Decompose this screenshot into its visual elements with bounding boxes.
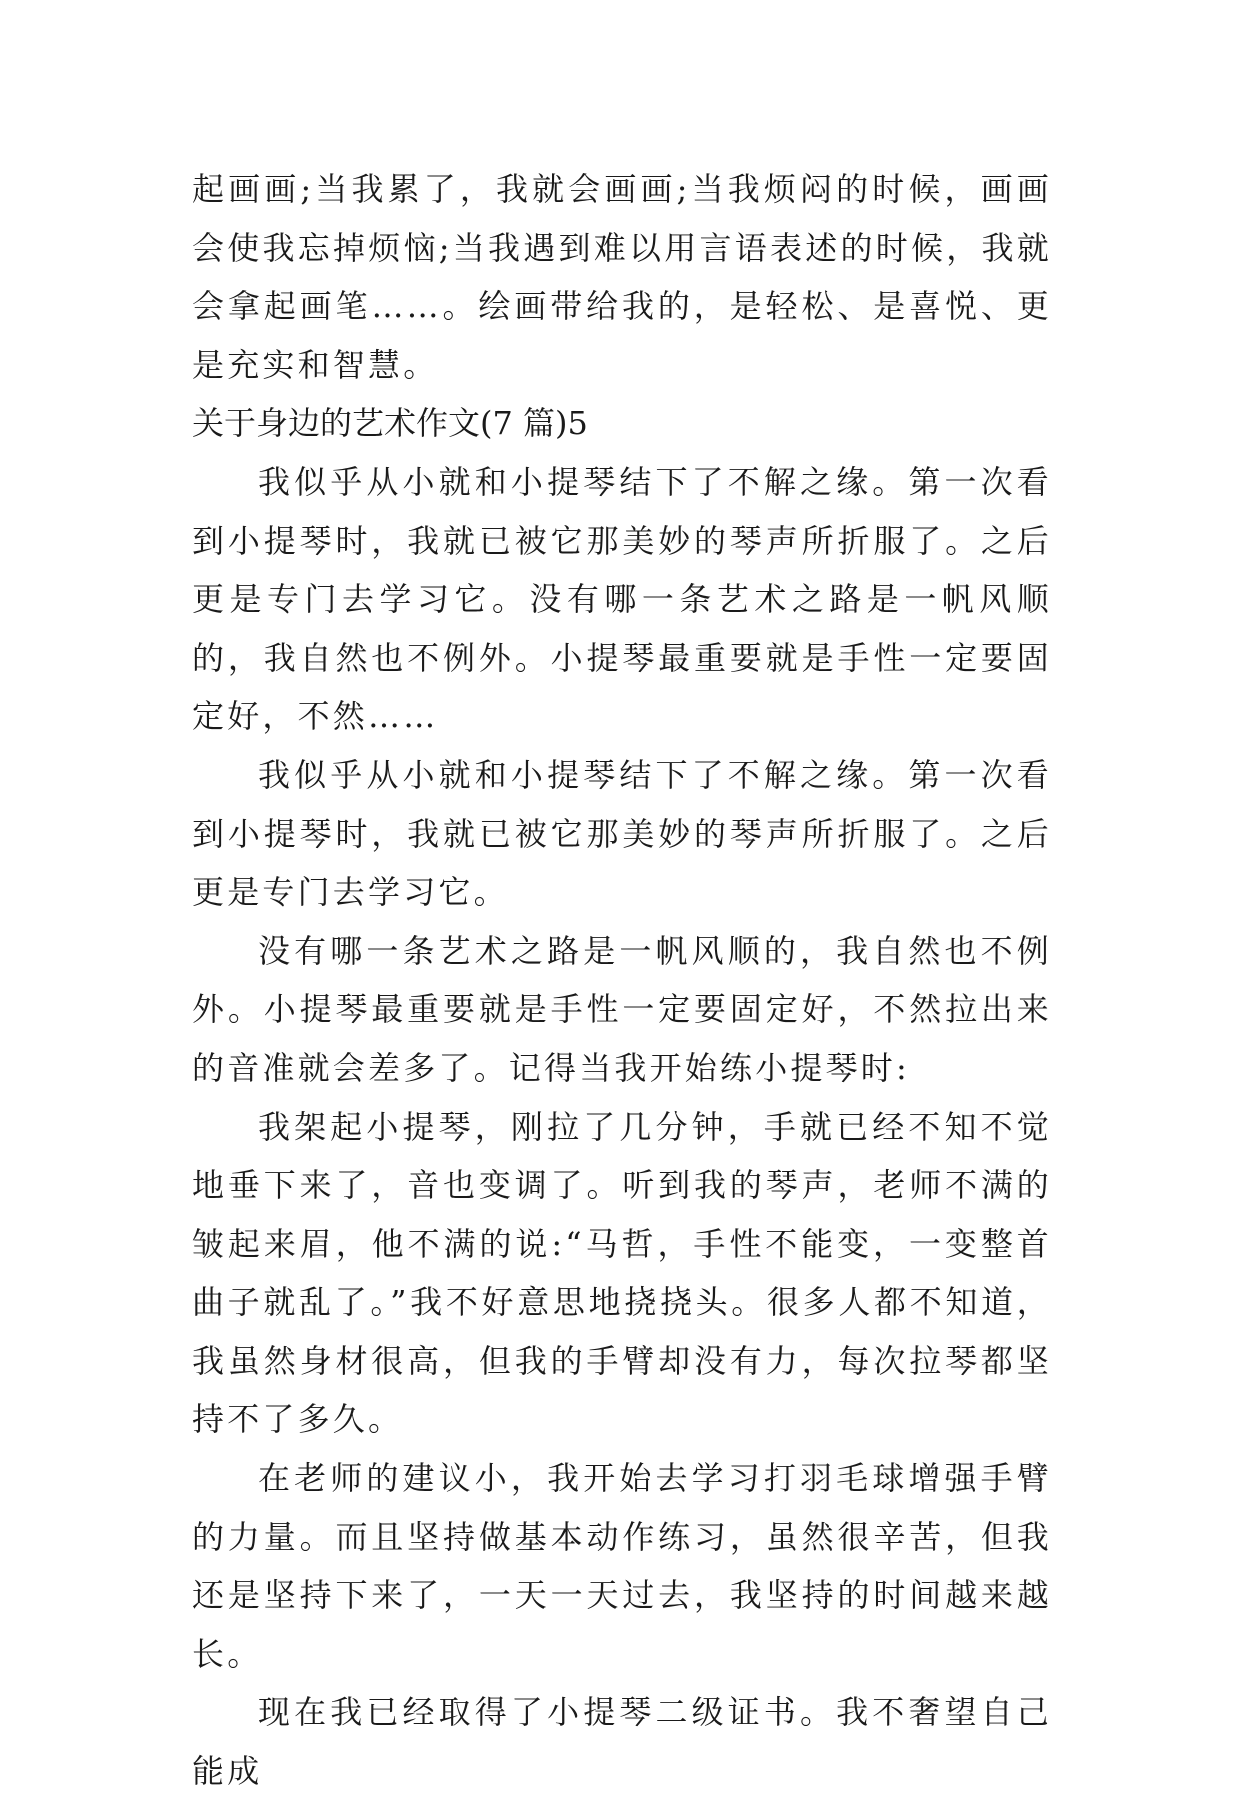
- article-body: [192, 160, 1052, 1801]
- paragraph-practice-story: 我架起小提琴，刚拉了几分钟，手就已经不知不觉地垂下来了，音也变调了。听到我的琴声，老师不满的皱起来眉，他不满的说:“马哲，手性不能变，一变整首曲子就乱了。”我不好意思地挠挠头。很多人都不知道，我虽然身材很高，但我的手臂却没有力，每次拉琴都坚持不了多久。: [192, 1107, 1052, 1439]
- paragraph-certificate: 现在我已经取得了小提琴二级证书。我不奢望自己能成: [192, 1693, 1052, 1791]
- paragraph-violin-first-sight: 我似乎从小就和小提琴结下了不解之缘。第一次看到小提琴时，我就已被它那美妙的琴声所折服了。之后更是专门去学习它。: [192, 755, 1052, 912]
- paragraph-badminton-training: 在老师的建议小，我开始去学习打羽毛球增强手臂的力量。而且坚持做基本动作练习，虽然很辛苦，但我还是坚持下来了，一天一天过去，我坚持的时间越来越长。: [192, 1459, 1052, 1673]
- paragraph-art-path: 没有哪一条艺术之路是一帆风顺的，我自然也不例外。小提琴最重要就是手性一定要固定好，不然拉出来的音准就会差多了。记得当我开始练小提琴时:: [192, 931, 1052, 1087]
- paragraph-drawing-ending: 起画画;当我累了，我就会画画;当我烦闷的时候，画画会使我忘掉烦恼;当我遇到难以用言语表述的时候，我就会拿起画笔……。绘画带给我的，是轻松、是喜悦、更是充实和智慧。: [192, 170, 1052, 384]
- article-heading: 关于身边的艺术作文(7 篇)5: [192, 404, 588, 443]
- paragraph-violin-intro: 我似乎从小就和小提琴结下了不解之缘。第一次看到小提琴时，我就已被它那美妙的琴声所折服了。之后更是专门去学习它。没有哪一条艺术之路是一帆风顺的，我自然也不例外。小提琴最重要就是手性一定要固定好，不然……: [192, 462, 1052, 736]
